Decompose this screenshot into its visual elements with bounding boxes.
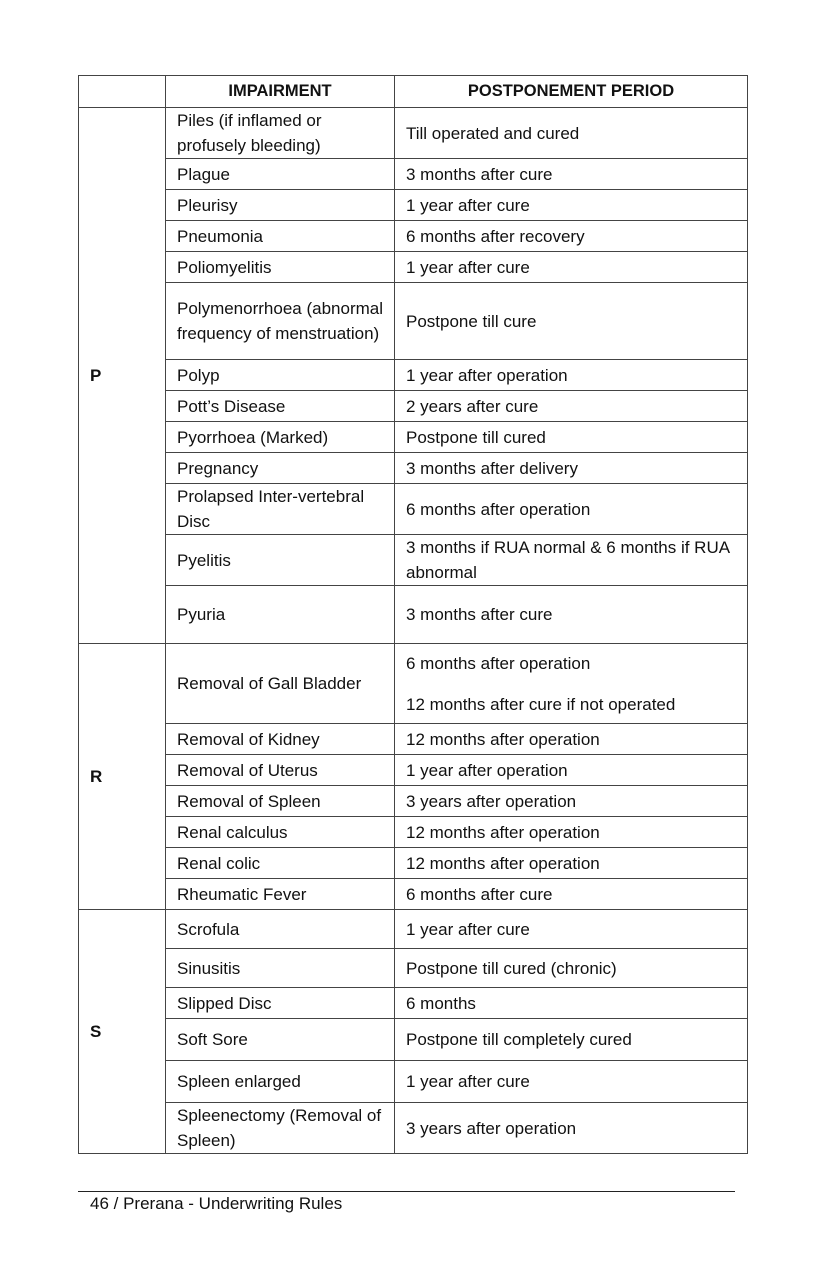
postponement-table — [78, 75, 748, 1154]
table-row — [79, 422, 748, 453]
period-cell: 3 months after cure — [395, 159, 748, 190]
header-impairment: IMPAIRMENT — [166, 76, 395, 108]
impairment-cell: Pott’s Disease — [166, 391, 395, 422]
period-cell: 1 year after cure — [395, 190, 748, 221]
group-letter-p: P — [79, 108, 166, 644]
period-cell: 12 months after operation — [395, 724, 748, 755]
table-row — [79, 108, 748, 159]
impairment-cell: Pyelitis — [166, 535, 395, 586]
period-cell: 3 months after delivery — [395, 453, 748, 484]
period-cell: 12 months after operation — [395, 817, 748, 848]
header-row — [79, 76, 748, 108]
period-cell: 3 months if RUA normal & 6 months if RUA abnormal — [395, 535, 748, 586]
table-row — [79, 283, 748, 360]
period-cell: 2 years after cure — [395, 391, 748, 422]
table-row — [79, 786, 748, 817]
impairment-cell: Pyuria — [166, 586, 395, 644]
impairment-cell: Rheumatic Fever — [166, 879, 395, 910]
period-cell: 6 months after operation — [395, 484, 748, 535]
impairment-cell: Piles (if inflamed or profusely bleeding) — [166, 108, 395, 159]
table-row — [79, 586, 748, 644]
period-cell: Postpone till completely cured — [395, 1019, 748, 1061]
period-cell — [395, 644, 748, 724]
table-row — [79, 221, 748, 252]
table-row — [79, 535, 748, 586]
period-cell: 1 year after operation — [395, 755, 748, 786]
impairment-cell: Poliomyelitis — [166, 252, 395, 283]
period-cell: Postpone till cured — [395, 422, 748, 453]
period-cell: Till operated and cured — [395, 108, 748, 159]
impairment-cell: Plague — [166, 159, 395, 190]
period-cell: 6 months after recovery — [395, 221, 748, 252]
period-cell: 3 months after cure — [395, 586, 748, 644]
period-cell: 1 year after cure — [395, 910, 748, 949]
impairment-cell: Removal of Gall Bladder — [166, 644, 395, 724]
period-cell: 6 months after cure — [395, 879, 748, 910]
period-secondary: 12 months after cure if not operated — [406, 694, 676, 714]
period-cell: Postpone till cure — [395, 283, 748, 360]
table-row — [79, 644, 748, 724]
table-row — [79, 484, 748, 535]
table-row — [79, 910, 748, 949]
table-row — [79, 360, 748, 391]
period-cell: 1 year after operation — [395, 360, 748, 391]
footer-divider — [78, 1191, 735, 1192]
table-row — [79, 1103, 748, 1154]
group-letter-s: S — [79, 910, 166, 1154]
page-footer: 46 / Prerana - Underwriting Rules — [90, 1194, 343, 1213]
table-row — [79, 817, 748, 848]
table-row — [79, 252, 748, 283]
table-row — [79, 988, 748, 1019]
impairment-cell: Removal of Kidney — [166, 724, 395, 755]
impairment-cell: Pneumonia — [166, 221, 395, 252]
impairment-cell: Renal calculus — [166, 817, 395, 848]
impairment-cell: Pregnancy — [166, 453, 395, 484]
impairment-cell: Removal of Spleen — [166, 786, 395, 817]
table-row — [79, 724, 748, 755]
impairment-cell: Pyorrhoea (Marked) — [166, 422, 395, 453]
impairment-cell: Polymenorrhoea (abnormal frequency of menstruation) — [166, 283, 395, 360]
table-row — [79, 1061, 748, 1103]
impairment-cell: Prolapsed Inter-vertebral Disc — [166, 484, 395, 535]
table-row — [79, 391, 748, 422]
impairment-cell: Sinusitis — [166, 949, 395, 988]
header-period: POSTPONEMENT PERIOD — [395, 76, 748, 108]
period-cell: Postpone till cured (chronic) — [395, 949, 748, 988]
header-letter — [79, 76, 166, 108]
impairment-cell: Spleen enlarged — [166, 1061, 395, 1103]
table-row — [79, 949, 748, 988]
table-row — [79, 1019, 748, 1061]
period-cell: 1 year after cure — [395, 1061, 748, 1103]
period-cell: 12 months after operation — [395, 848, 748, 879]
period-cell: 6 months — [395, 988, 748, 1019]
impairment-cell: Scrofula — [166, 910, 395, 949]
table-row — [79, 879, 748, 910]
impairment-cell: Soft Sore — [166, 1019, 395, 1061]
group-letter-r: R — [79, 644, 166, 910]
impairment-cell: Removal of Uterus — [166, 755, 395, 786]
period-primary: 6 months after operation — [406, 653, 591, 673]
table-row — [79, 190, 748, 221]
table-row — [79, 848, 748, 879]
period-cell: 1 year after cure — [395, 252, 748, 283]
impairment-cell: Polyp — [166, 360, 395, 391]
impairment-cell: Pleurisy — [166, 190, 395, 221]
table-row — [79, 755, 748, 786]
table-row — [79, 453, 748, 484]
impairment-cell: Slipped Disc — [166, 988, 395, 1019]
impairment-cell: Renal colic — [166, 848, 395, 879]
period-cell: 3 years after operation — [395, 1103, 748, 1154]
period-cell: 3 years after operation — [395, 786, 748, 817]
impairment-cell: Spleenectomy (Removal of Spleen) — [166, 1103, 395, 1154]
table-row — [79, 159, 748, 190]
